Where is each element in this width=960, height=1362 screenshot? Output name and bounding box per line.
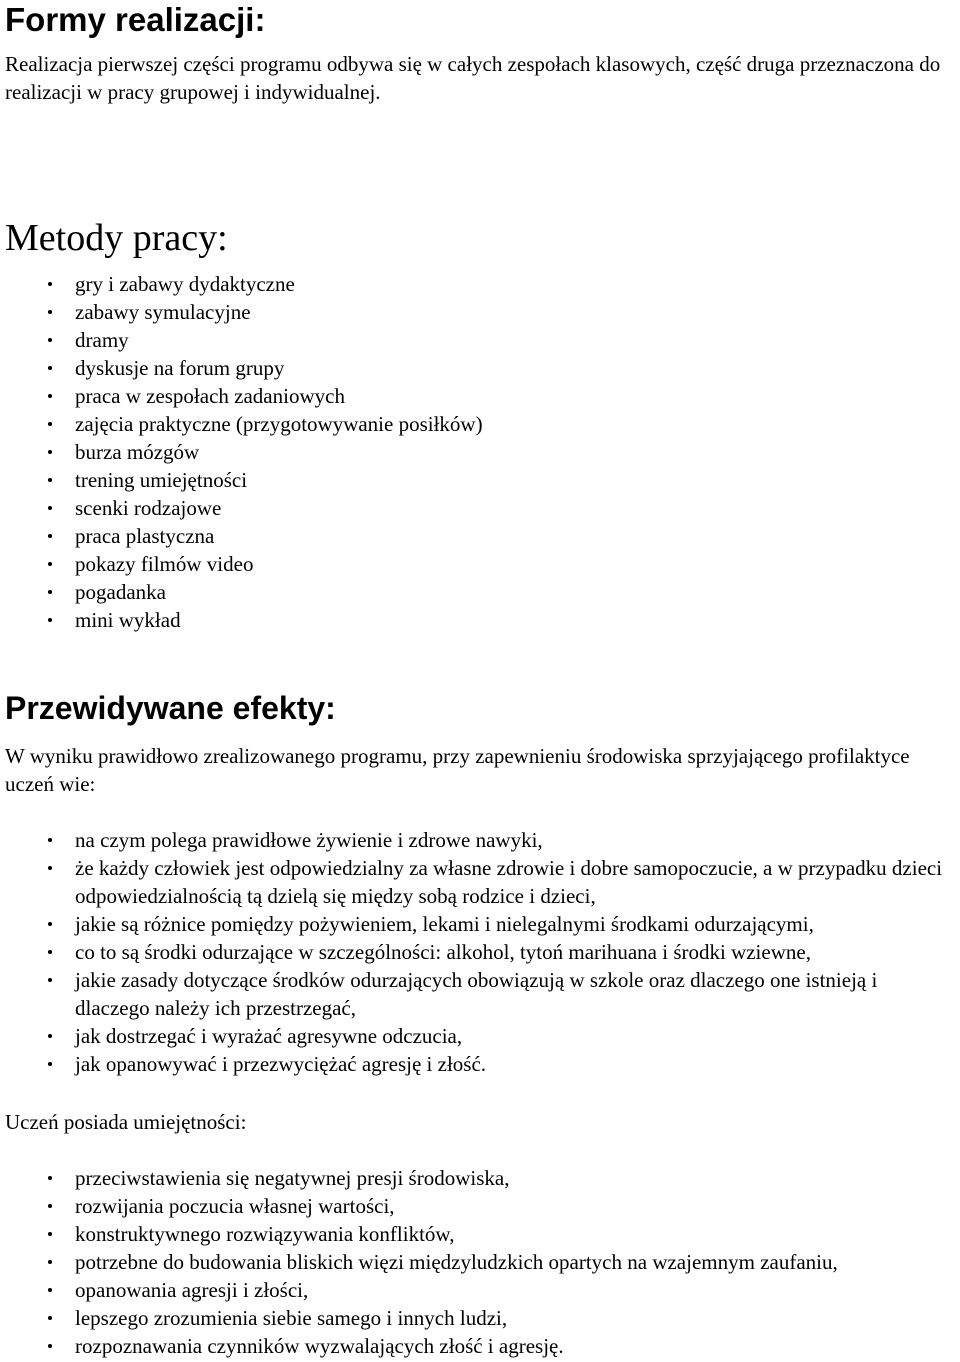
metody-list <box>5 270 955 634</box>
efekty-intro: W wyniku prawidłowo zrealizowanego programu, przy zapewnieniu środowiska sprzyjającego profilaktyce uczeń wie: <box>5 744 910 796</box>
formy-heading: Formy realizacji: <box>5 1 266 38</box>
list-item: konstruktywnego rozwiązywania konfliktów, <box>5 1220 955 1248</box>
list-item: scenki rodzajowe <box>5 494 955 522</box>
list-item: dyskusje na forum grupy <box>5 354 955 382</box>
efekty-list <box>5 826 955 1078</box>
list-item: pogadanka <box>5 578 955 606</box>
list-item: mini wykład <box>5 606 955 634</box>
list-item: gry i zabawy dydaktyczne <box>5 270 955 298</box>
formy-paragraph: Realizacja pierwszej części programu odbywa się w całych zespołach klasowych, część druga przeznaczona do realizacji w pracy grupowej i indywidualnej. <box>5 52 941 104</box>
list-item: przeciwstawienia się negatywnej presji środowiska, <box>5 1164 955 1192</box>
list-item: burza mózgów <box>5 438 955 466</box>
metody-heading: Metody pracy: <box>5 217 228 259</box>
skills-intro: Uczeń posiada umiejętności: <box>5 1110 247 1134</box>
skills-list <box>5 1164 955 1360</box>
list-item: dramy <box>5 326 955 354</box>
list-item: opanowania agresji i złości, <box>5 1276 955 1304</box>
list-item: jakie są różnice pomiędzy pożywieniem, lekami i nielegalnymi środkami odurzającymi, <box>5 910 955 938</box>
list-item: praca plastyczna <box>5 522 955 550</box>
list-item: zajęcia praktyczne (przygotowywanie posiłków) <box>5 410 955 438</box>
list-item: co to są środki odurzające w szczególności: alkohol, tytoń marihuana i środki wziewne, <box>5 938 955 966</box>
list-item: jak dostrzegać i wyrażać agresywne odczucia, <box>5 1022 955 1050</box>
list-item: potrzebne do budowania bliskich więzi międzyludzkich opartych na wzajemnym zaufaniu, <box>5 1248 955 1276</box>
list-item: praca w zespołach zadaniowych <box>5 382 955 410</box>
list-item: trening umiejętności <box>5 466 955 494</box>
list-item: pokazy filmów video <box>5 550 955 578</box>
list-item: lepszego zrozumienia siebie samego i innych ludzi, <box>5 1304 955 1332</box>
efekty-heading: Przewidywane efekty: <box>5 690 336 726</box>
list-item: że każdy człowiek jest odpowiedzialny za własne zdrowie i dobre samopoczucie, a w przypadku dzieci odpowiedzialnością tą dzielą się między sobą rodzice i dzieci, <box>5 854 955 910</box>
list-item: zabawy symulacyjne <box>5 298 955 326</box>
list-item: jakie zasady dotyczące środków odurzających obowiązują w szkole oraz dlaczego one istnieją i dlaczego należy ich przestrzegać, <box>5 966 955 1022</box>
list-item: na czym polega prawidłowe żywienie i zdrowe nawyki, <box>5 826 955 854</box>
list-item: jak opanowywać i przezwyciężać agresję i złość. <box>5 1050 955 1078</box>
list-item: rozwijania poczucia własnej wartości, <box>5 1192 955 1220</box>
list-item: rozpoznawania czynników wyzwalających złość i agresję. <box>5 1332 955 1360</box>
